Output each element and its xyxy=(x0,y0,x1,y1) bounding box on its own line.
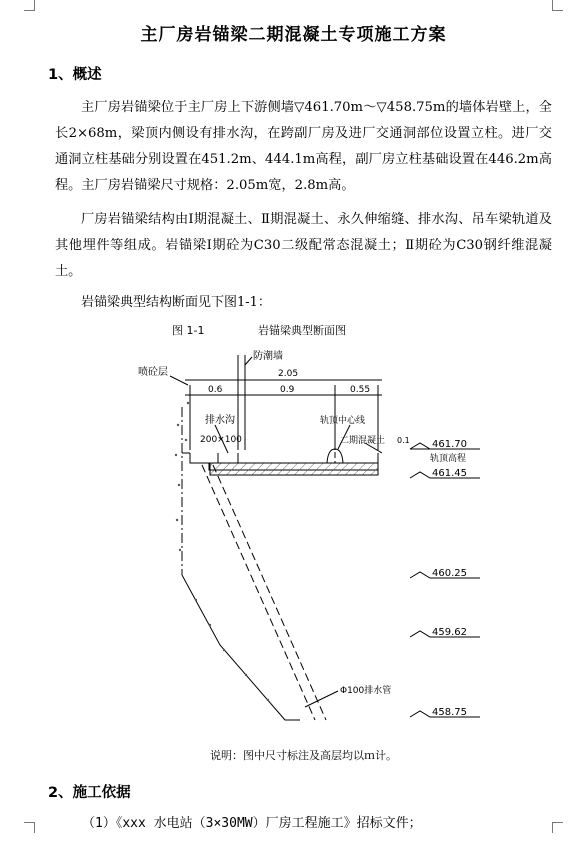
second-stage-label: 二期混凝土 xyxy=(340,436,386,446)
second-stage-concrete xyxy=(210,463,378,475)
drain-ditch-size-label: 200×100 xyxy=(200,435,242,445)
reference-item-1: （1）《xxx 水电站（3×30MW）厂房工程施工》招标文件； xyxy=(82,816,422,831)
rail-centerline-label: 轨顶中心线 xyxy=(320,416,366,426)
dim-label-0-9: 0.9 xyxy=(280,385,295,395)
figure-title: 岩锚梁典型断面图 xyxy=(258,324,346,337)
crop-mark-top-right xyxy=(552,0,563,11)
drain-pipe-line-1 xyxy=(202,465,315,720)
dim-label-0-55: 0.55 xyxy=(350,385,371,395)
section-2-heading: 2、施工依据 xyxy=(48,785,131,801)
drain-pipe-line-2 xyxy=(213,465,326,720)
figure-note: 说明：图中尺寸标注及高层均以ｍ计。 xyxy=(210,749,397,762)
rail-top-label: 轨顶高程 xyxy=(430,454,467,464)
rock-texture-dots xyxy=(175,402,269,701)
drain-ditch-label: 排水沟 xyxy=(205,415,235,426)
elevation-458-75: 458.75 xyxy=(432,707,467,718)
dim-label-0-6: 0.6 xyxy=(208,385,223,395)
elevation-461-70: 461.70 xyxy=(432,439,467,450)
paragraph-structure: 厂房岩锚梁结构由Ⅰ期混凝土、Ⅱ期混凝土、永久伸缩缝、排水沟、吊车梁轨道及其他埋件等组成。岩锚梁Ⅰ期砼为C30二级配常态混凝土；Ⅱ期砼为C30钢纤维混凝土。 xyxy=(55,212,552,279)
drain-pipe-leader xyxy=(305,691,338,707)
elevation-461-45: 461.45 xyxy=(432,468,467,479)
section-1-heading: 1、概述 xyxy=(48,67,102,83)
moisture-wall-leader xyxy=(245,357,252,365)
figure-number: 图 1-1 xyxy=(172,324,205,337)
drain-pipe-label: Φ100排水管 xyxy=(340,686,392,696)
rock-anchor-beam-section-drawing xyxy=(110,345,490,740)
moisture-wall-label: 防潮墙 xyxy=(253,351,283,362)
elevation-460-25: 460.25 xyxy=(432,568,467,579)
beam-outline-left xyxy=(182,575,300,720)
offset-label: 0.1 xyxy=(397,436,410,445)
crop-mark-bottom-left xyxy=(24,822,35,833)
crop-mark-bottom-right xyxy=(552,822,563,833)
document-title: 主厂房岩锚梁二期混凝土专项施工方案 xyxy=(140,25,447,45)
total-width-label: 2.05 xyxy=(278,369,299,379)
elevation-459-62: 459.62 xyxy=(432,627,467,638)
paragraph-overview: 主厂房岩锚梁位于主厂房上下游侧墙▽461.70m～▽458.75m的墙体岩壁上，全长2×68m，梁顶内侧设有排水沟，在跨副厂房及进厂交通洞部位设置立柱。进厂交通洞立柱基础分别设置在451.2m、444.1m高程，副厂房立柱基础设置在446.2m高程。主厂房岩锚梁尺寸规格：2.05m宽，2.8m高。 xyxy=(55,100,552,193)
paragraph-figure-intro: 岩锚梁典型结构断面见下图1-1： xyxy=(81,295,271,310)
shotcrete-label: 喷砼层 xyxy=(138,367,168,378)
crop-mark-top-left xyxy=(24,0,35,11)
